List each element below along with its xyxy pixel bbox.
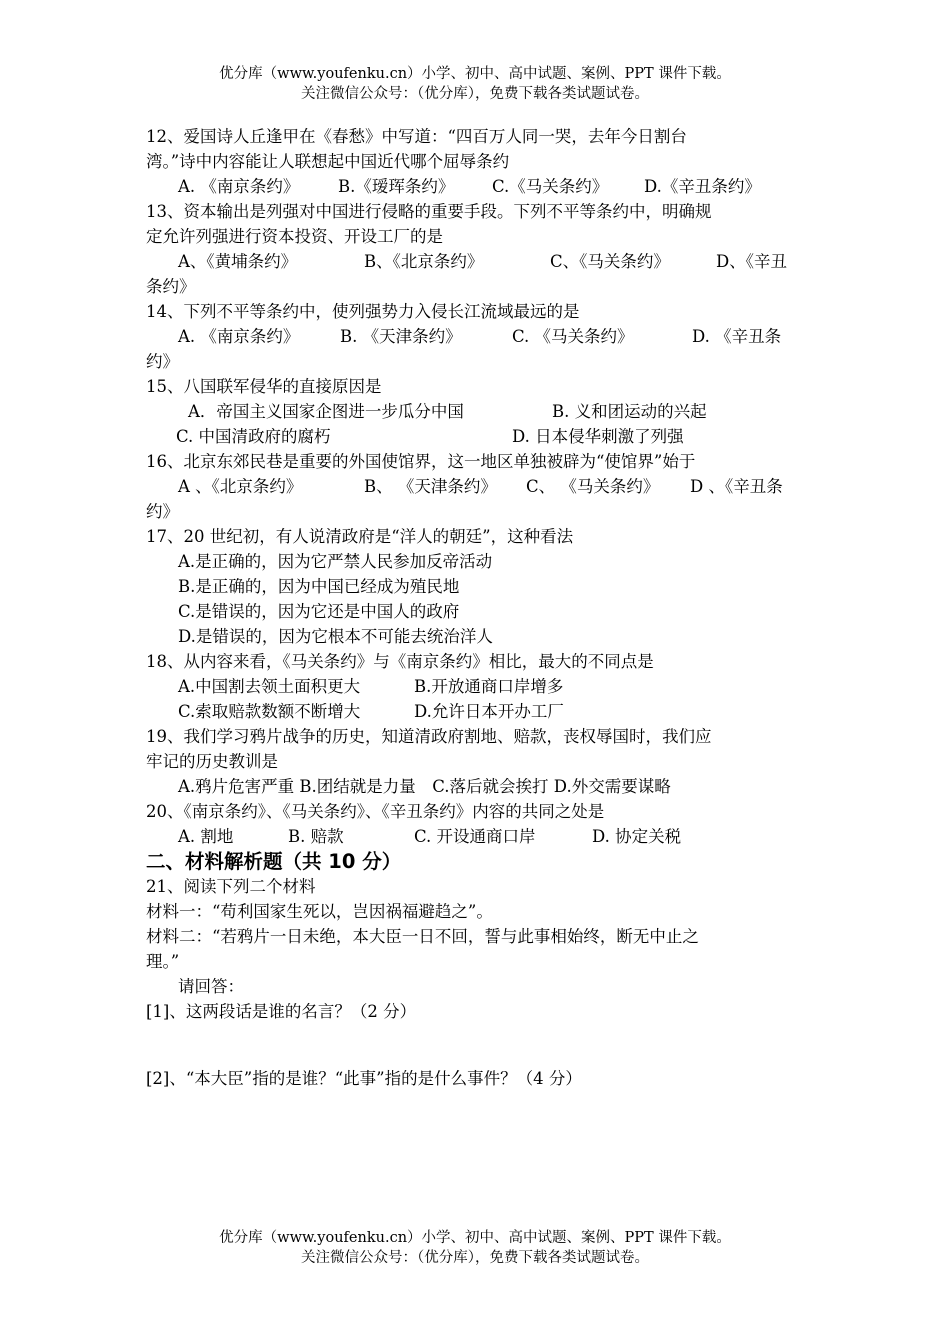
question-14-options (146, 324, 810, 349)
option-a: A. 割地 (178, 827, 234, 846)
option-b: B. 《天津条约》 (340, 327, 462, 346)
question-14 (146, 299, 810, 374)
option-c: C.索取赔款数额不断增大 (178, 702, 361, 721)
option-b: B.《瑷珲条约》 (338, 177, 455, 196)
option-a: A 、《北京条约》 (178, 477, 303, 496)
question-12-stem-line-2: 湾。”诗中内容能让人联想起中国近代哪个屈辱条约 (146, 152, 510, 171)
question-13-options-tail: 条约》 (146, 277, 196, 296)
question-21-stem: 21、阅读下列二个材料 (146, 877, 316, 896)
question-16-stem: 16、北京东郊民巷是重要的外国使馆界，这一地区单独被辟为“使馆界”始于 (146, 452, 696, 471)
question-19-stem-line-1: 19、我们学习鸦片战争的历史，知道清政府割地、赔款，丧权辱国时，我们应 (146, 727, 712, 746)
question-19-stem-line-2: 牢记的历史教训是 (146, 752, 278, 771)
option-c: C.是错误的，因为它还是中国人的政府 (178, 602, 460, 621)
option-c: C. 开设通商口岸 (414, 827, 536, 846)
question-13-stem-line-2: 定允许列强进行资本投资、开设工厂的是 (146, 227, 443, 246)
page-header (0, 64, 950, 104)
option-a: A. 《南京条约》 (178, 327, 300, 346)
option-a: A.中国割去领土面积更大 (178, 677, 361, 696)
option-d: D. 《辛丑条 (692, 327, 782, 346)
answer-prompt: 请回答： (178, 977, 244, 996)
question-19 (146, 724, 810, 799)
sub-question-2: [2]、“本大臣”指的是谁？“此事”指的是什么事件？（4 分） (146, 1069, 582, 1088)
option-c: C、 《马关条约》 (526, 477, 660, 496)
question-20-options (146, 824, 810, 849)
question-13 (146, 199, 810, 299)
question-12-options (146, 174, 810, 199)
option-c: C、《马关条约》 (550, 252, 670, 271)
footer-line-2: 关注微信公众号：（优分库），免费下载各类试题试卷。 (301, 1250, 649, 1266)
question-15-options-row-1 (146, 399, 810, 424)
question-13-stem-line-1: 13、资本输出是列强对中国进行侵略的重要手段。下列不平等条约中，明确规 (146, 202, 712, 221)
option-d: D 、《辛丑条 (690, 477, 783, 496)
footer-line-1: 优分库（www.youfenku.cn）小学、初中、高中试题、案例、PPT 课件下载。 (219, 1230, 731, 1246)
question-16-options-tail: 约》 (146, 502, 179, 521)
header-line-2: 关注微信公众号：（优分库），免费下载各类试题试卷。 (301, 86, 649, 102)
answer-space (146, 1024, 810, 1066)
option-b: B、 《天津条约》 (364, 477, 497, 496)
option-c: C. 中国清政府的腐朽 (176, 427, 331, 446)
option-c: C.《马关条约》 (492, 177, 609, 196)
question-18 (146, 649, 810, 724)
material-1: 材料一：“苟利国家生死以，岂因祸福避趋之”。 (146, 902, 493, 921)
question-12 (146, 124, 810, 199)
page-footer (0, 1228, 950, 1268)
question-20 (146, 799, 810, 849)
option-d: D、《辛丑 (716, 252, 787, 271)
question-15 (146, 374, 810, 449)
option-b: B. 赔款 (288, 827, 344, 846)
question-20-stem: 20、《南京条约》、《马关条约》、《辛丑条约》内容的共同之处是 (146, 802, 605, 821)
option-d: D.《辛丑条约》 (644, 177, 761, 196)
question-13-options (146, 249, 810, 274)
option-b: B、《北京条约》 (364, 252, 484, 271)
option-c: C. 《马关条约》 (512, 327, 634, 346)
question-18-stem: 18、从内容来看，《马关条约》与《南京条约》相比，最大的不同点是 (146, 652, 654, 671)
sub-question-1: [1]、这两段话是谁的名言？（2 分） (146, 1002, 417, 1021)
question-15-options-row-2 (146, 424, 810, 449)
question-18-options-row-2 (146, 699, 810, 724)
option-b: B. 义和团运动的兴起 (552, 402, 707, 421)
option-d: D.是错误的，因为它根本不可能去统治洋人 (178, 627, 493, 646)
question-21 (146, 874, 810, 1091)
question-16-options (146, 474, 810, 499)
question-15-stem: 15、八国联军侵华的直接原因是 (146, 377, 382, 396)
option-d: D. 日本侵华刺激了列强 (512, 427, 684, 446)
question-14-options-tail: 约》 (146, 352, 179, 371)
question-17 (146, 524, 810, 649)
question-16 (146, 449, 810, 524)
exam-content (146, 124, 810, 1091)
section-heading: 二、材料解析题（共 10 分） (146, 850, 402, 873)
question-19-options: A.鸦片危害严重 B.团结就是力量 C.落后就会挨打 D.外交需要谋略 (178, 777, 671, 796)
header-line-1: 优分库（www.youfenku.cn）小学、初中、高中试题、案例、PPT 课件下载。 (219, 66, 731, 82)
option-d: D.允许日本开办工厂 (414, 702, 564, 721)
material-2-line-2: 理。” (146, 952, 180, 971)
option-b: B.开放通商口岸增多 (414, 677, 564, 696)
option-a: A．帝国主义国家企图进一步瓜分中国 (188, 402, 464, 421)
question-12-stem-line-1: 12、爱国诗人丘逢甲在《春愁》中写道：“四百万人同一哭，去年今日割台 (146, 127, 687, 146)
option-a: A、《黄埔条约》 (178, 252, 298, 271)
material-2-line-1: 材料二：“若鸦片一日未绝，本大臣一日不回，誓与此事相始终，断无中止之 (146, 927, 699, 946)
option-d: D. 协定关税 (592, 827, 682, 846)
option-a: A. 《南京条约》 (178, 177, 300, 196)
question-14-stem: 14、下列不平等条约中，使列强势力入侵长江流域最远的是 (146, 302, 580, 321)
question-17-stem: 17、20 世纪初，有人说清政府是“洋人的朝廷”，这种看法 (146, 527, 574, 546)
question-18-options-row-1 (146, 674, 810, 699)
option-b: B.是正确的，因为中国已经成为殖民地 (178, 577, 460, 596)
option-a: A.是正确的，因为它严禁人民参加反帝活动 (178, 552, 493, 571)
